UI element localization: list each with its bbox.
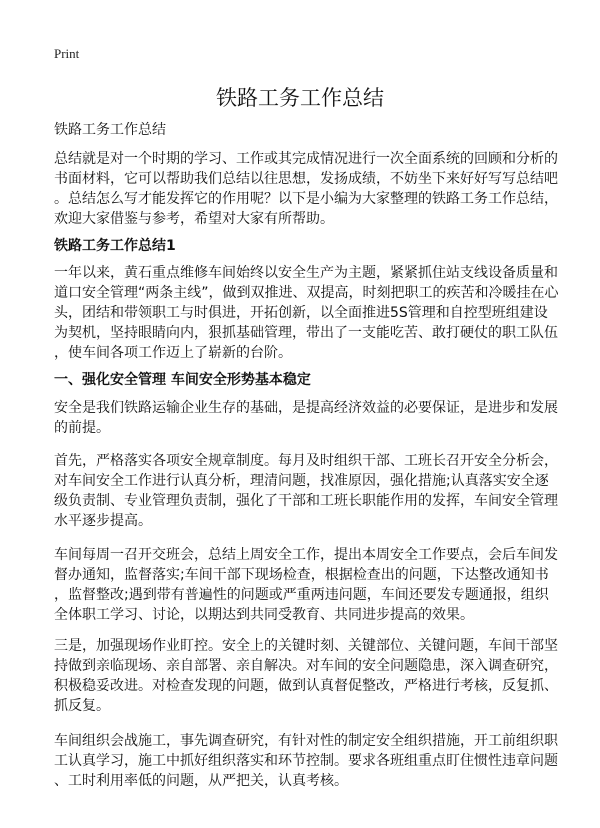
text-line: 全体职工学习、讨论，以期达到共同受教育、共同进步提高的效果。 xyxy=(54,607,474,623)
text-line: 书面材料，它可以帮助我们总结以往思想，发扬成绩，不妨坐下来好好写写总结吧 xyxy=(54,171,558,187)
text-line: 车间每周一召开交班会，总结上周安全工作，提出本周安全工作要点，会后车间发 xyxy=(54,547,558,563)
paragraph-5 xyxy=(54,636,558,716)
text-line: 持做到亲临现场、亲自部署、亲自解决。对车间的安全问题隐患，深入调查研究， xyxy=(54,658,558,674)
paragraph-1 xyxy=(54,263,559,363)
paragraph-3 xyxy=(54,451,558,531)
text-line: 督办通知，监督落实;车间干部下现场检查，根据检查出的问题，下达整改通知书 xyxy=(54,567,549,583)
text-line: 道口安全管理“两条主线”，做到双推进、双提高，时刻把职工的疾苦和冷暖挂在心 xyxy=(54,285,559,301)
text-line: 总结就是对一个时期的学习、工作或其完成情况进行一次全面系统的回顾和分析的 xyxy=(54,151,558,167)
print-link[interactable]: Print xyxy=(54,46,80,61)
text-line: 三是，加强现场作业盯控。安全上的关键时刻、关键部位、关键问题，车间干部坚 xyxy=(54,638,558,654)
page-title: 铁路工务工作总结 xyxy=(216,86,384,110)
text-line: 一年以来，黄石重点维修车间始终以安全生产为主题，紧紧抓住站支线设备质量和 xyxy=(54,265,558,281)
text-line: 的前提。 xyxy=(54,420,110,436)
section-heading-1: 铁路工务工作总结1 xyxy=(54,238,176,254)
text-line: ，监督整改;遇到带有普遍性的问题或严重两违问题，车间还要发专题通报，组织 xyxy=(54,587,549,603)
text-line: 水平逐步提高。 xyxy=(54,513,152,529)
text-line: 欢迎大家借鉴与参考，希望对大家有所帮助。 xyxy=(54,211,334,227)
text-line: 。总结怎么写才能发挥它的作用呢？以下是小编为大家整理的铁路工务工作总结， xyxy=(54,191,558,207)
text-line: 头，团结和带领职工与时俱进，开拓创新，以全面推进5S管理和自控型班组建设 xyxy=(54,305,548,321)
text-line: 安全是我们铁路运输企业生存的基础，是提高经济效益的必要保证，是进步和发展 xyxy=(54,400,558,416)
text-line: ，使车间各项工作迈上了崭新的台阶。 xyxy=(54,345,292,361)
section-heading-2: 一、强化安全管理 车间安全形势基本稳定 xyxy=(54,372,311,388)
paragraph-4 xyxy=(54,545,558,625)
text-line: 抓反复。 xyxy=(54,698,110,714)
text-line: 、工时利用率低的问题，从严把关，认真考核。 xyxy=(54,773,348,789)
text-line: 级负责制、专业管理负责制，强化了干部和工班长职能作用的发挥，车间安全管理 xyxy=(54,493,558,509)
paragraph-6 xyxy=(54,731,558,791)
paragraph-2 xyxy=(54,398,558,438)
text-line: 积极稳妥改进。对检查发现的问题，做到认真督促整改，严格进行考核，反复抓、 xyxy=(54,678,558,694)
text-line: 工认真学习，施工中抓好组织落实和环节控制。要求各班组重点盯住惯性违章问题 xyxy=(54,753,558,769)
text-line: 对车间安全工作进行认真分析，理清问题，找准原因，强化措施;认真落实安全逐 xyxy=(54,473,549,489)
text-line: 首先，严格落实各项安全规章制度。每月及时组织干部、工班长召开安全分析会， xyxy=(54,453,558,469)
intro-paragraph xyxy=(54,149,558,229)
document-subtitle: 铁路工务工作总结 xyxy=(54,122,166,138)
text-line: 为契机，坚持眼睛向内，狠抓基础管理，带出了一支能吃苦、敢打硬仗的职工队伍 xyxy=(54,325,558,341)
text-line: 车间组织会战施工，事先调查研究，有针对性的制定安全组织措施，开工前组织职 xyxy=(54,733,558,749)
